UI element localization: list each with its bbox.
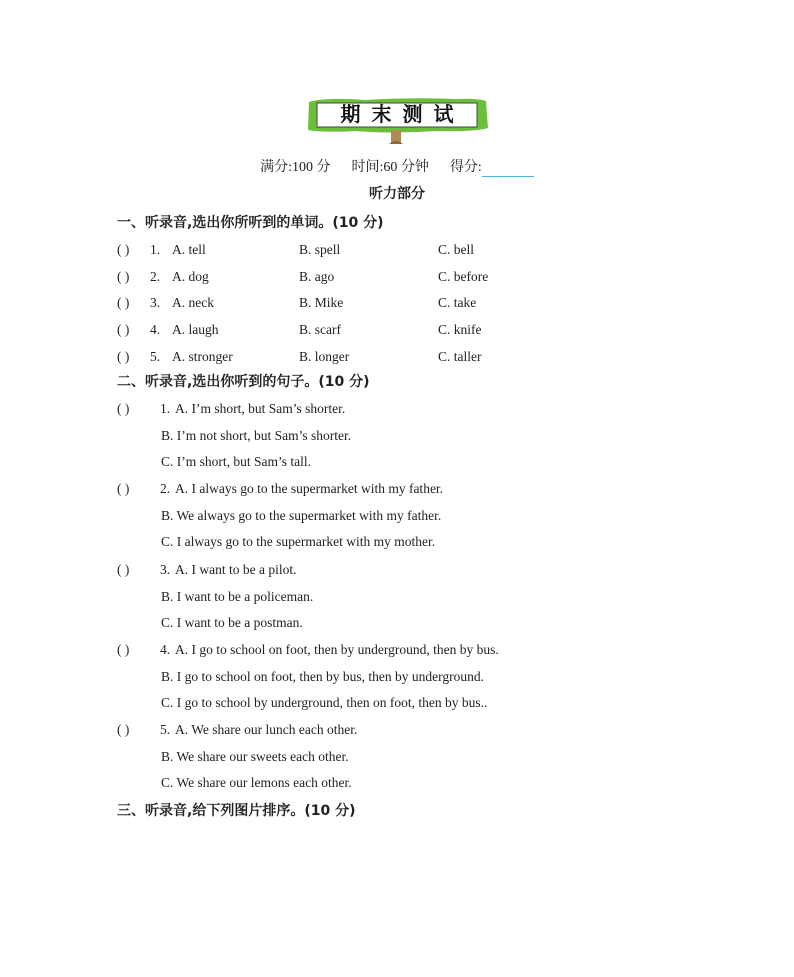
answer-bracket[interactable]: ( ) — [117, 322, 130, 337]
answer-bracket[interactable]: ( ) — [117, 642, 130, 657]
time-limit: 时间:60 分钟 — [351, 160, 429, 175]
option-c: C. I’m short, but Sam’s tall. — [161, 454, 311, 470]
answer-bracket[interactable]: ( ) — [117, 722, 130, 737]
option-b: B. scarf — [299, 322, 341, 337]
option-b: B. I go to school on foot, then by bus, then by underground. — [161, 668, 484, 684]
option-c: C. take — [438, 295, 477, 310]
section3-heading: 三、听录音,给下列图片排序。(10 分) — [117, 803, 356, 819]
option-a: A. tell — [172, 242, 206, 257]
section1-heading: 一、听录音,选出你所听到的单词。(10 分) — [117, 215, 384, 231]
option-b: B. We share our sweets each other. — [161, 748, 349, 764]
question-number: 5. — [150, 349, 161, 364]
title-banner — [305, 96, 489, 136]
option-a: A. laugh — [172, 322, 219, 337]
page-title: 期末测试 — [340, 102, 465, 126]
answer-bracket[interactable]: ( ) — [117, 481, 130, 496]
answer-bracket[interactable]: ( ) — [117, 562, 130, 577]
question-number: 5. — [160, 722, 171, 737]
option-a: A. We share our lunch each other. — [175, 722, 358, 737]
option-c: C. bell — [438, 242, 474, 257]
option-c: C. before — [438, 269, 489, 284]
option-a: A. I’m short, but Sam’s shorter. — [175, 401, 346, 416]
option-b: B. longer — [299, 349, 350, 364]
option-c: C. I want to be a postman. — [161, 615, 303, 631]
option-b: B. ago — [299, 269, 335, 284]
option-c: C. knife — [438, 322, 482, 337]
option-b: B. spell — [299, 242, 341, 257]
question-number: 4. — [160, 642, 171, 657]
score-line — [0, 159, 794, 177]
full-score: 满分:100 分 — [260, 160, 331, 175]
option-a: A. stronger — [172, 349, 233, 364]
option-b: B. We always go to the supermarket with my father. — [161, 507, 442, 523]
option-a: A. neck — [172, 295, 214, 310]
option-c: C. I go to school by underground, then on foot, then by bus.. — [161, 695, 488, 711]
question-number: 3. — [150, 295, 161, 310]
answer-bracket[interactable]: ( ) — [117, 295, 130, 310]
option-c: C. We share our lemons each other. — [161, 775, 352, 791]
option-a: A. I always go to the supermarket with my father. — [175, 481, 444, 496]
score-label: 得分: — [449, 160, 482, 175]
answer-bracket[interactable]: ( ) — [117, 269, 130, 284]
option-a: A. I want to be a pilot. — [175, 562, 297, 577]
option-c: C. I always go to the supermarket with my mother. — [161, 534, 436, 550]
part-title: 听力部分 — [369, 186, 425, 202]
answer-bracket[interactable]: ( ) — [117, 242, 130, 257]
question-number: 4. — [150, 322, 161, 337]
option-c: C. taller — [438, 349, 482, 364]
score-blank[interactable] — [482, 162, 534, 177]
option-b: B. I want to be a policeman. — [161, 588, 314, 604]
section2-heading: 二、听录音,选出你听到的句子。(10 分) — [117, 374, 370, 390]
answer-bracket[interactable]: ( ) — [117, 401, 130, 416]
option-b: B. I’m not short, but Sam’s shorter. — [161, 427, 352, 443]
question-number: 1. — [150, 242, 161, 257]
question-number: 2. — [150, 269, 161, 284]
option-a: A. dog — [172, 269, 209, 284]
option-a: A. I go to school on foot, then by underground, then by bus. — [175, 642, 499, 657]
question-number: 1. — [160, 401, 171, 416]
answer-bracket[interactable]: ( ) — [117, 349, 130, 364]
option-b: B. Mike — [299, 295, 344, 310]
question-number: 2. — [160, 481, 171, 496]
question-number: 3. — [160, 562, 171, 577]
